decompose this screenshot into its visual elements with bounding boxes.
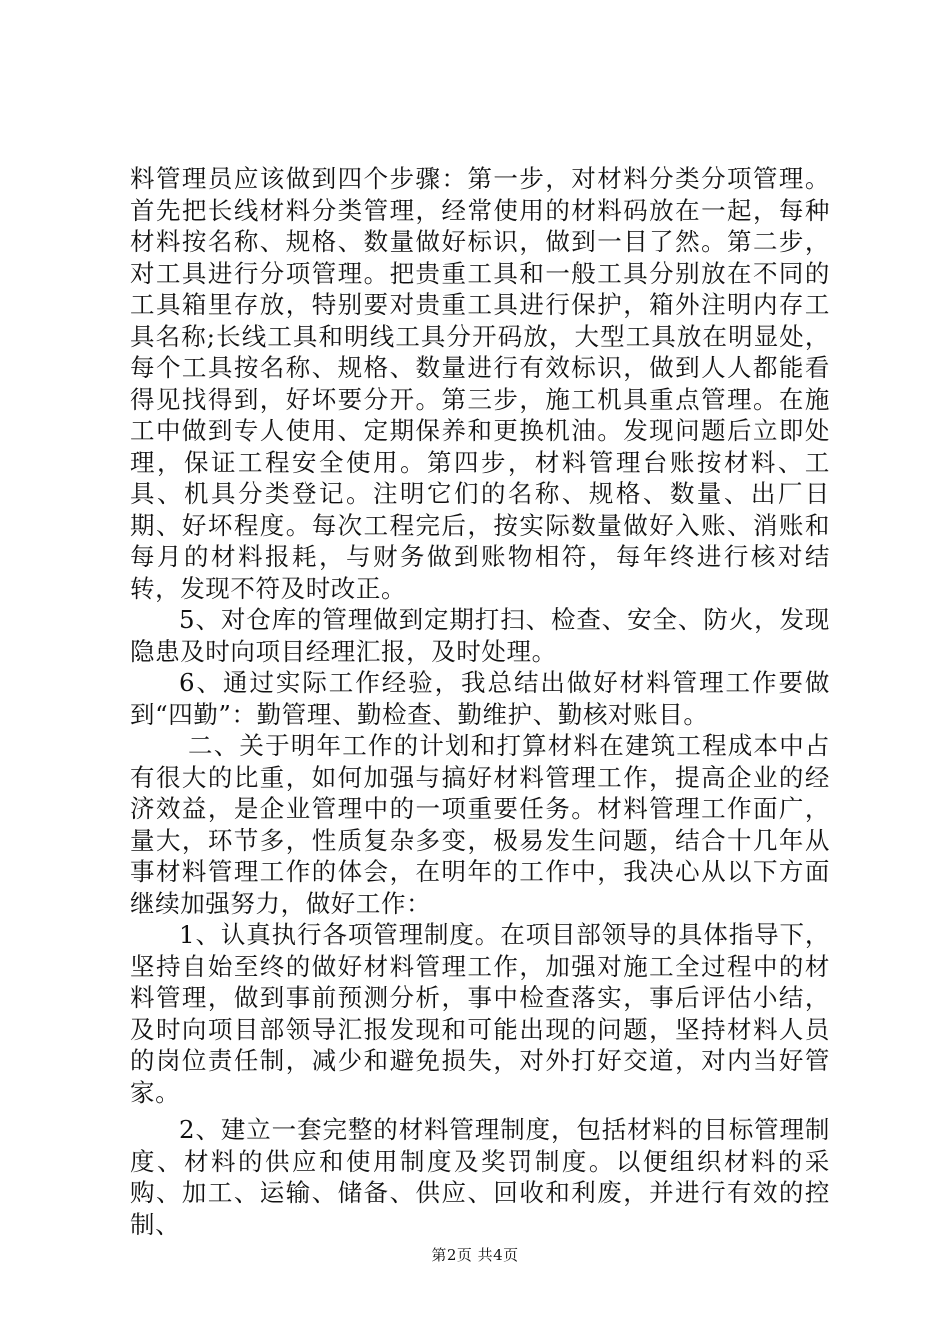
paragraph-next-year-plan: 二、关于明年工作的计划和打算材料在建筑工程成本中占有很大的比重，如何加强与搞好材料管理工作，提高企业的经济效益，是企业管理中的一项重要任务。材料管理工作面广，量大，环节多，性质复杂多变，极易发生问题，结合十几年从事材料管理工作的体会，在明年的工作中，我决心从以下方面继续加强努力，做好工作：	[130, 731, 830, 918]
paragraph-material-system: 2、建立一套完整的材料管理制度，包括材料的目标管理制度、材料的供应和使用制度及奖罚制度。以便组织材料的采购、加工、运输、储备、供应、回收和利废，并进行有效的控制、	[130, 1115, 830, 1239]
paragraph-warehouse-management: 5、对仓库的管理做到定期打扫、检查、安全、防火，发现隐患及时向项目经理汇报，及时处理。	[130, 605, 830, 666]
paragraph-material-steps: 料管理员应该做到四个步骤：第一步，对材料分类分项管理。首先把长线材料分类管理，经常使用的材料码放在一起，每种材料按名称、规格、数量做好标识，做到一目了然。第二步，对工具进行分项管理。把贵重工具和一般工具分别放在不同的工具箱里存放，特别要对贵重工具进行保护，箱外注明内存工具名称;长线工具和明线工具分开码放，大型工具放在明显处，每个工具按名称、规格、数量进行有效标识，做到人人都能看得见找得到，好坏要分开。第三步，施工机具重点管理。在施工中做到专人使用、定期保养和更换机油。发现问题后立即处理，保证工程安全使用。第四步，材料管理台账按材料、工具、机具分类登记。注明它们的名称、规格、数量、出厂日期、好坏程度。每次工程完后，按实际数量做好入账、消账和每月的材料报耗，与财务做到账物相符，每年终进行核对结转，发现不符及时改正。	[130, 164, 830, 603]
paragraph-four-diligences: 6、通过实际工作经验，我总结出做好材料管理工作要做到“四勤”：勤管理、勤检查、勤维护、勤核对账目。	[130, 668, 830, 729]
page-number-footer: 第2页 共4页	[431, 1246, 519, 1264]
document-body	[130, 163, 830, 1240]
paragraph-management-rules: 1、认真执行各项管理制度。在项目部领导的具体指导下，坚持自始至终的做好材料管理工作，加强对施工全过程中的材料管理，做到事前预测分析，事中检查落实，事后评估小结，及时向项目部领导汇报发现和可能出现的问题，坚持材料人员的岗位责任制，减少和避免损失，对外打好交道，对内当好管家。	[130, 920, 830, 1107]
